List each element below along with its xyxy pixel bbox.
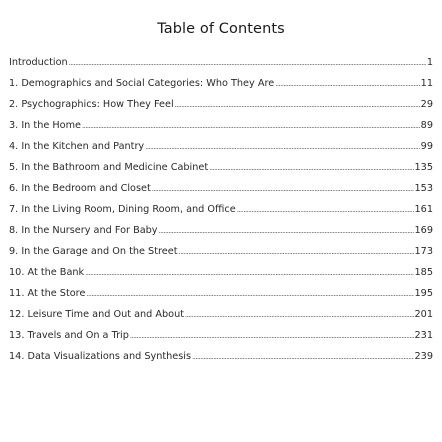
dot-leader: [185, 311, 413, 319]
toc-entry-label: 6. In the Bedroom and Closet: [9, 183, 151, 194]
toc-entry-label: 5. In the Bathroom and Medicine Cabinet: [9, 162, 209, 173]
toc-entry-label: 8. In the Nursery and For Baby: [9, 225, 158, 236]
toc-entry[interactable]: [9, 309, 433, 330]
toc-entry-page: 239: [414, 351, 433, 362]
dot-leader: [237, 206, 414, 214]
dot-leader: [145, 143, 420, 151]
toc-entry-page: 11: [420, 78, 433, 89]
toc-entry[interactable]: [9, 246, 433, 267]
dot-leader: [130, 332, 414, 340]
dot-leader: [209, 164, 413, 172]
toc-entry-page: 169: [414, 225, 433, 236]
toc-entry-page: 153: [414, 183, 433, 194]
toc-entry-label: 9. In the Garage and On the Street: [9, 246, 178, 257]
dot-leader: [275, 80, 419, 88]
toc-entry-page: 231: [414, 330, 433, 341]
toc-entry-page: 161: [414, 204, 433, 215]
toc-entry[interactable]: [9, 99, 433, 120]
toc-entry-label: 14. Data Visualizations and Synthesis: [9, 351, 192, 362]
toc-entry-page: 29: [420, 99, 433, 110]
toc-entry-label: 7. In the Living Room, Dining Room, and Office: [9, 204, 236, 215]
dot-leader: [152, 185, 414, 193]
dot-leader: [159, 227, 414, 235]
toc-entry-page: 201: [414, 309, 433, 320]
toc-entry[interactable]: [9, 78, 433, 99]
toc-entry[interactable]: [9, 57, 433, 78]
dot-leader: [82, 122, 420, 130]
toc-entry-page: 99: [420, 141, 433, 152]
dot-leader: [86, 290, 413, 298]
toc-entry-label: 13. Travels and On a Trip: [9, 330, 129, 341]
dot-leader: [179, 248, 414, 256]
toc-entry-label: 4. In the Kitchen and Pantry: [9, 141, 145, 152]
toc-entry-page: 89: [420, 120, 433, 131]
page-title: Table of Contents: [157, 21, 285, 37]
toc-entry[interactable]: [9, 225, 433, 246]
toc-entry-label: 1. Demographics and Social Categories: Who They Are: [9, 78, 275, 89]
toc-entry-label: 10. At the Bank: [9, 267, 85, 278]
toc-entry[interactable]: [9, 141, 433, 162]
dot-leader: [85, 269, 413, 277]
toc-entry-label: 12. Leisure Time and Out and About: [9, 309, 185, 320]
toc-entry[interactable]: [9, 120, 433, 141]
toc-entry[interactable]: [9, 162, 433, 183]
dot-leader: [69, 59, 426, 67]
toc-entry-page: 195: [414, 288, 433, 299]
dot-leader: [192, 353, 413, 361]
toc-entry-label: 3. In the Home: [9, 120, 81, 131]
toc-entry-page: 173: [414, 246, 433, 257]
toc-entry-label: Introduction: [9, 57, 68, 68]
toc-entry[interactable]: [9, 330, 433, 351]
toc-entry[interactable]: [9, 288, 433, 309]
toc-entry-page: 185: [414, 267, 433, 278]
toc-list: [9, 57, 433, 372]
toc-entry[interactable]: [9, 204, 433, 225]
toc-entry-label: 11. At the Store: [9, 288, 86, 299]
dot-leader: [175, 101, 420, 109]
toc-entry-page: 1: [426, 57, 433, 68]
toc-entry[interactable]: [9, 351, 433, 372]
toc-entry-label: 2. Psychographics: How They Feel: [9, 99, 174, 110]
toc-entry[interactable]: [9, 183, 433, 204]
toc-entry[interactable]: [9, 267, 433, 288]
toc-entry-page: 135: [414, 162, 433, 173]
